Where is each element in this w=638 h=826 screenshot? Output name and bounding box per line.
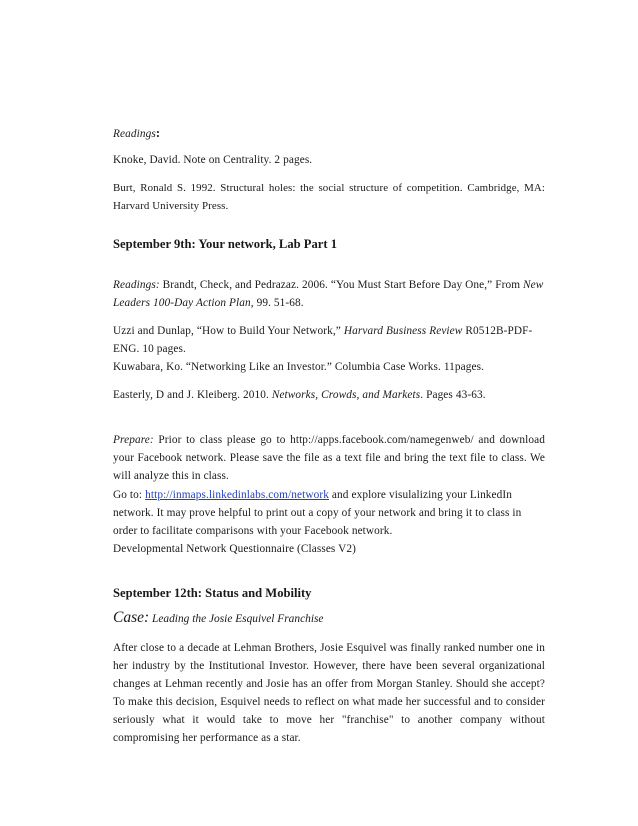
sept12-heading: September 12th: Status and Mobility <box>113 586 312 600</box>
sept9-reading4-rest: . Pages 43-63. <box>420 389 486 401</box>
sept9-reading2-rest: R0512B-PDF-ENG. 10 pages. <box>113 325 533 355</box>
sept9-prepare <box>113 431 545 485</box>
sept9-reading4-source: Networks, Crowds, and Markets <box>271 389 421 401</box>
reading-knoke: Knoke, David. Note on Centrality. 2 pages. <box>113 154 313 166</box>
sept12-case <box>113 609 545 628</box>
readings-colon: : <box>155 126 161 140</box>
sept9-reading-easterly <box>113 386 545 404</box>
prepare-text: Prior to class please go to http://apps.facebook.com/namegenweb/ and download your Facebook network. Please save the file as a text file and bring the text file to class. We will analyze this in class. <box>113 434 545 482</box>
linkedin-inmaps-link[interactable]: http://inmaps.linkedinlabs.com/network <box>145 489 329 501</box>
sept9-reading1-text: Brandt, Check, and Pedrazaz. 2006. “You Must Start Before Day One,” From <box>159 279 524 291</box>
sept9-reading-uzzi <box>113 322 545 358</box>
case-label: Case: <box>113 609 150 626</box>
sept9-heading: September 9th: Your network, Lab Part 1 <box>113 237 337 251</box>
case-description: After close to a decade at Lehman Brothers, Josie Esquivel was finally ranked number one in her industry by the Institutional Investor. However, there have been several organizational changes at Lehman recently and Josie has an offer from Morgan Stanley. Should she accept? To make this decision, Esquivel needs to reflect on what made her successful and to consider seriously what it would take to move her "franchise" to another company without compromising her performance as a star. <box>113 642 545 744</box>
sept9-readings-label: Readings: <box>113 279 160 291</box>
sept9-reading1-source: New Leaders 100-Day Action Plan <box>113 279 544 309</box>
sept9-questionnaire: Developmental Network Questionnaire (Classes V2) <box>113 543 357 555</box>
sept9-reading-kuwabara: Kuwabara, Ko. “Networking Like an Investor.” Columbia Case Works. 11pages. <box>113 361 485 373</box>
sept9-reading4-text: Easterly, D and J. Kleiberg. 2010. <box>113 389 272 401</box>
sept9-reading-brandt <box>113 276 545 312</box>
readings-header <box>113 124 545 143</box>
sept9-reading2-source: Harvard Business Review <box>343 325 463 337</box>
reading-burt: Burt, Ronald S. 1992. Structural holes: the social structure of competition. Cambridge, MA: Harvard University Press. <box>113 182 545 212</box>
prepare-label: Prepare: <box>113 434 154 446</box>
goto-text: and explore visulalizing your LinkedIn network. It may prove helpful to print out a copy of your network and bring it to class in order to facilitate comparisons with your Facebook network. <box>113 489 522 537</box>
readings-label: Readings <box>113 128 156 140</box>
sept9-reading1-pages: , 99. 51-68. <box>250 297 304 309</box>
case-title: Leading the Josie Esquivel Franchise <box>149 613 324 625</box>
goto-label: Go to: <box>113 489 146 501</box>
sept9-goto <box>113 486 545 540</box>
sept9-reading2-text: Uzzi and Dunlap, “How to Build Your Network,” <box>113 325 344 337</box>
